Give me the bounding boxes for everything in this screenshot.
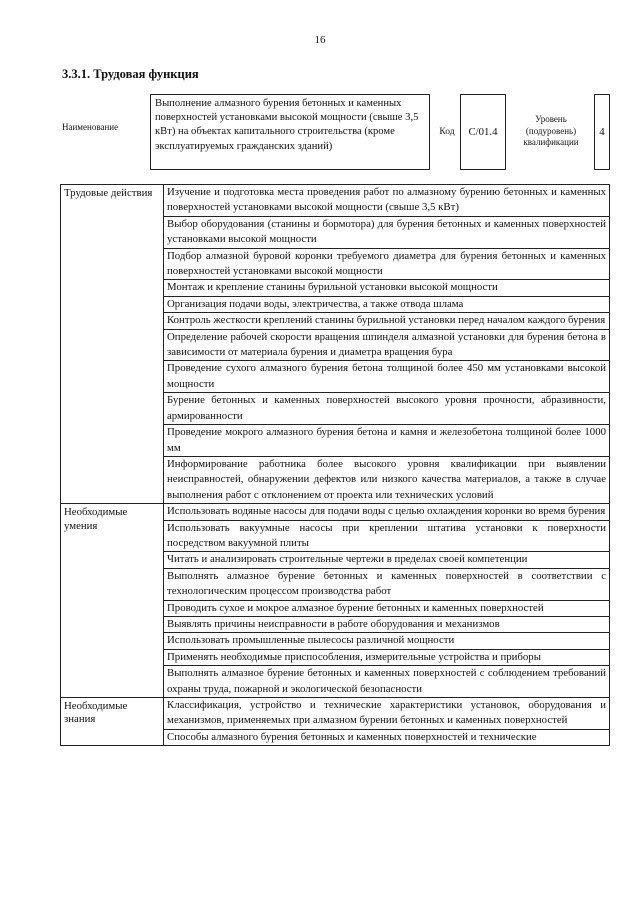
item-cell: Выполнять алмазное бурение бетонных и каменных поверхностей с соблюдением требований охраны труда, пожарной и экологической безопасности xyxy=(164,666,610,698)
name-value: Выполнение алмазного бурения бетонных и каменных поверхностей установками высокой мощности (свыше 3,5 кВт) на объектах капитального строительства (кроме эксплуатируемых гражданских зданий) xyxy=(150,94,430,170)
table-row xyxy=(61,185,610,217)
item-cell: Читать и анализировать строительные чертежи в пределах своей компетенции xyxy=(164,552,610,568)
level-label: Уровень (подуровень) квалификации xyxy=(523,114,579,147)
item-cell: Проведение мокрого алмазного бурения бетона и камня и железобетона толщиной более 1000 мм xyxy=(164,425,610,457)
name-label: Наименование xyxy=(62,122,119,132)
item-cell: Монтаж и крепление станины бурильной установки высокой мощности xyxy=(164,280,610,296)
item-cell: Определение рабочей скорости вращения шпинделя алмазной установки для бурения бетона в зависимости от материала бурения и диаметра вращения бура xyxy=(164,329,610,361)
item-cell: Проведение сухого алмазного бурения бетона толщиной более 450 мм установками высокой мощности xyxy=(164,361,610,393)
item-cell: Классификация, устройство и технические характеристики установок, оборудования и механизмов, применяемых при алмазном бурении бетонных и каменных поверхностей xyxy=(164,698,610,730)
item-cell: Использовать водяные насосы для подачи воды с целью охлаждения коронки во время бурения xyxy=(164,504,610,520)
category-cell: Необходимые умения xyxy=(61,504,164,698)
item-cell: Применять необходимые приспособления, измерительные устройства и приборы xyxy=(164,649,610,665)
code-label: Код xyxy=(439,127,455,137)
item-cell: Выявлять причины неисправности в работе оборудования и механизмов xyxy=(164,616,610,632)
item-cell: Использовать промышленные пылесосы различной мощности xyxy=(164,633,610,649)
item-cell: Информирование работника более высокого уровня квалификации при выявлении неисправностей, обнаружении дефектов или низкого качества материалов, а также в случае выполнения работ с отклонением от проекта или технических условий xyxy=(164,456,610,503)
item-cell: Бурение бетонных и каменных поверхностей высокого уровня прочности, абразивности, армированности xyxy=(164,393,610,425)
item-cell: Использовать вакуумные насосы при креплении штатива установки к поверхности посредством вакуумной плиты xyxy=(164,520,610,552)
section-title: 3.3.1. Трудовая функция xyxy=(62,67,199,81)
function-header xyxy=(62,94,610,170)
item-cell: Подбор алмазной буровой коронки требуемого диаметра для бурения бетонных и каменных поверхностей установками высокой мощности xyxy=(164,248,610,280)
item-cell: Проводить сухое и мокрое алмазное бурение бетонных и каменных поверхностей xyxy=(164,600,610,616)
item-cell: Изучение и подготовка места проведения работ по алмазному бурению бетонных и каменных поверхностей установками высокой мощности (свыше 3,5 кВт) xyxy=(164,185,610,217)
page-number: 16 xyxy=(314,34,326,46)
category-cell: Трудовые действия xyxy=(61,185,164,504)
item-cell: Выполнять алмазное бурение бетонных и каменных поверхностей в соответствии с технологическим процессом производства работ xyxy=(164,568,610,600)
table-row xyxy=(61,698,610,730)
table-row xyxy=(61,504,610,520)
level-value: 4 xyxy=(594,94,610,170)
function-table xyxy=(60,184,610,746)
category-cell: Необходимые знания xyxy=(61,698,164,746)
item-cell: Способы алмазного бурения бетонных и каменных поверхностей и технические xyxy=(164,729,610,745)
item-cell: Организация подачи воды, электричества, а также отвода шлама xyxy=(164,296,610,312)
item-cell: Контроль жесткости креплений станины бурильной установки перед началом каждого бурения xyxy=(164,313,610,329)
item-cell: Выбор оборудования (станины и бормотора) для бурения бетонных и каменных поверхностей установками высокой мощности xyxy=(164,216,610,248)
code-value: C/01.4 xyxy=(460,94,506,170)
